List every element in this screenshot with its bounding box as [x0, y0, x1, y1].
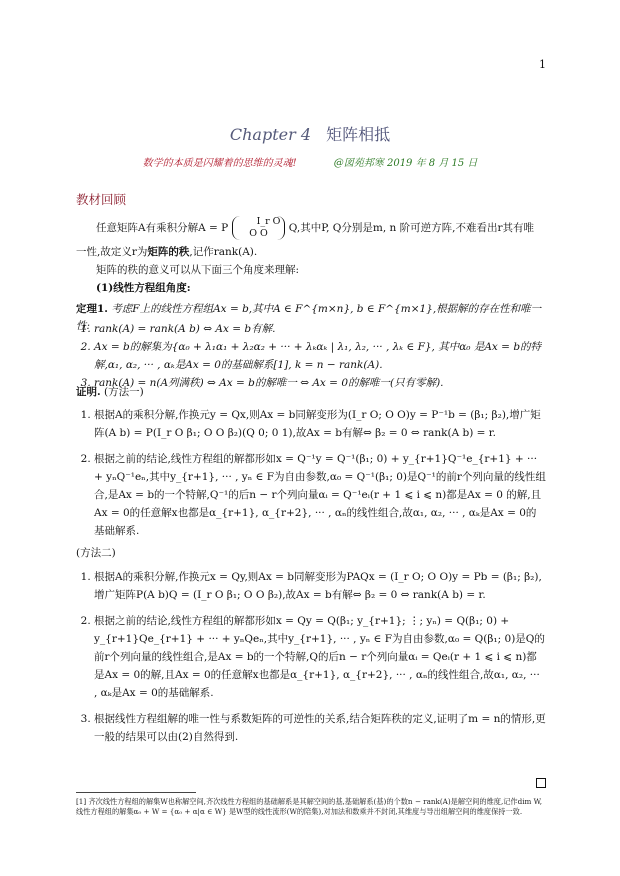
- theorem-text: 考虑F上的线性方程组Ax = b,其中A ∈ F^{m×n}, b ∈ F^{m×1},根据解的存在性和唯一性:: [76, 303, 542, 332]
- method1-item: 2. 根据之前的结论,线性方程组的解都形如x = Q⁻¹y = Q⁻¹(β₁; 0) + y_{r+1}Q⁻¹e_{r+1} + ··· + yₙQ⁻¹eₙ,其中y_{r+1}, ··· , yₙ ∈ F为自由参数,α₀ = Q⁻¹(β₁; 0)是Q⁻¹的前r个列向量的线性组合,是Ax = b的一个特解,Q⁻¹的后n − r个列向量αᵢ = Q⁻¹eᵢ(r + 1 ⩽ i ⩽ n)都是Ax = 0 的解,且Ax = 0的任意解x也都是α_{r+1}, α_{r+2}, ··· , αₙ的线性组合,故α₁, α₂, ··· , αₖ是Ax = 0的基础解系.: [94, 450, 546, 540]
- intro-p1b: Q,其中P, Q分别是m, n 阶可逆方阵,不难看出r其有唯: [288, 222, 534, 234]
- method2-item: 2. 根据之前的结论,线性方程组的解都形如x = Qy = Q(β₁; y_{r+1}; ⋮; yₙ) = Q(β₁; 0) + y_{r+1}Qe_{r+1} + ··· + yₙQeₙ,其中y_{r+1}, ··· , yₙ ∈ F为自由参数,α₀ = Q(β₁; 0)是Q的前r个列向量的线性组合,是Ax = b的一个特解,Q的后n − r个列向量αᵢ = Qeᵢ(r + 1 ⩽ i ⩽ n)都是Ax = 0的解,且Ax = 0的任意解x也都是α_{r+1}, α_{r+2}, ··· , αₙ的线性组合,故α₁, α₂, ··· , αₖ是Ax = 0的基础解系.: [94, 612, 546, 702]
- intro-line2: [76, 244, 546, 261]
- qed-square-icon: [536, 778, 546, 788]
- block-matrix-row2: O O: [249, 228, 268, 239]
- theorem-item: 2. Ax = b的解集为{α₀ + λ₁α₁ + λ₂α₂ + ··· + λₖαₖ | λ₁, λ₂, ··· , λₖ ∈ F}, 其中α₀ 是Ax = b的特解,α₁, α₂, ··· , αₖ是Ax = 0的基础解系[1], k = n − rank(A).: [94, 338, 546, 374]
- chapter-title: 矩阵相抵: [326, 125, 391, 144]
- theorem-item: 1. rank(A) = rank(A b) ⇔ Ax = b有解.: [94, 320, 546, 338]
- rank-term: 矩阵的秩: [147, 246, 190, 258]
- block-matrix: [232, 216, 286, 240]
- method1-list: [76, 406, 546, 540]
- theorem-head: 定理1.: [76, 303, 108, 315]
- intro-paragraph: [76, 216, 546, 240]
- proof-head-line: [76, 384, 546, 401]
- method2-item: 1. 根据A的乘积分解,作换元x = Qy,则Ax = b同解变形为PAQx = (I_r O; O O)y = Pb = (β₁; β₂),增广矩阵P(A b)Q = (I_r O β₁; O O β₂),故Ax = b有解⇔ β₂ = 0 ⇔ rank(A b) = r.: [94, 568, 546, 604]
- theorem-item: 3. rank(A) = n(A列满秩) ⇔ Ax = b的解唯一 ⇔ Ax = 0的解唯一(只有零解).: [94, 374, 546, 392]
- footnote: [1] 齐次线性方程组的解集W也称解空间,齐次线性方程组的基础解系是其解空间的基,基础解系(基)的个数n − rank(A)是解空间的维度,记作dim W,线性方程组的解集α₀ + W = {α₀ + α|α ∈ W} 是W型的线性流形(W的陪集),对加法和数乘并不封闭,其维度与导出组解空间的维度保持一致.: [76, 797, 543, 816]
- chapter-label: Chapter 4: [229, 125, 312, 144]
- method2-list: [76, 568, 546, 746]
- intro-p1a: 任意矩阵A有乘积分解A = P: [96, 222, 229, 234]
- intro-p1d: ,记作rank(A).: [189, 246, 258, 258]
- epigraph-author: @図苑邦寒 2019 年 8 月 15 日: [333, 158, 478, 169]
- page-number: 1: [539, 58, 546, 71]
- intro-p1c: 一性,故定义r为: [76, 246, 148, 258]
- method2-item: 3. 根据线性方程组解的唯一性与系数矩阵的可逆性的关系,结合矩阵秩的定义,证明了m = n的情形,更一般的结果可以由(2)自然得到.: [94, 710, 546, 746]
- method2-label: (方法二): [76, 547, 116, 559]
- theorem-list: [76, 320, 546, 392]
- method1-item: 1. 根据A的乘积分解,作换元y = Qx,则Ax = b同解变形为(I_r O; O O)y = P⁻¹b = (β₁; β₂),增广矩阵(A b) = P(I_r O β₁; O O β₂)(Q 0; 0 1),故Ax = b有解⇔ β₂ = 0 ⇔ rank(A b) = r.: [94, 406, 546, 442]
- proof-head: 证明.: [76, 386, 101, 398]
- method1-label: (方法一): [104, 386, 144, 398]
- intro-p2: 矩阵的秩的意义可以从下面三个角度来理解:: [96, 264, 300, 276]
- epigraph: [0, 154, 620, 169]
- section-title: 教材回顾: [76, 192, 127, 207]
- footnote-divider: [76, 792, 196, 793]
- subsection-title: (1)线性方程组角度:: [96, 282, 191, 294]
- epigraph-quote: 数学的本质是闪耀着的思维的灵魂!: [142, 158, 297, 169]
- block-matrix-row1: I_r O: [256, 216, 281, 227]
- chapter-heading: [0, 122, 620, 145]
